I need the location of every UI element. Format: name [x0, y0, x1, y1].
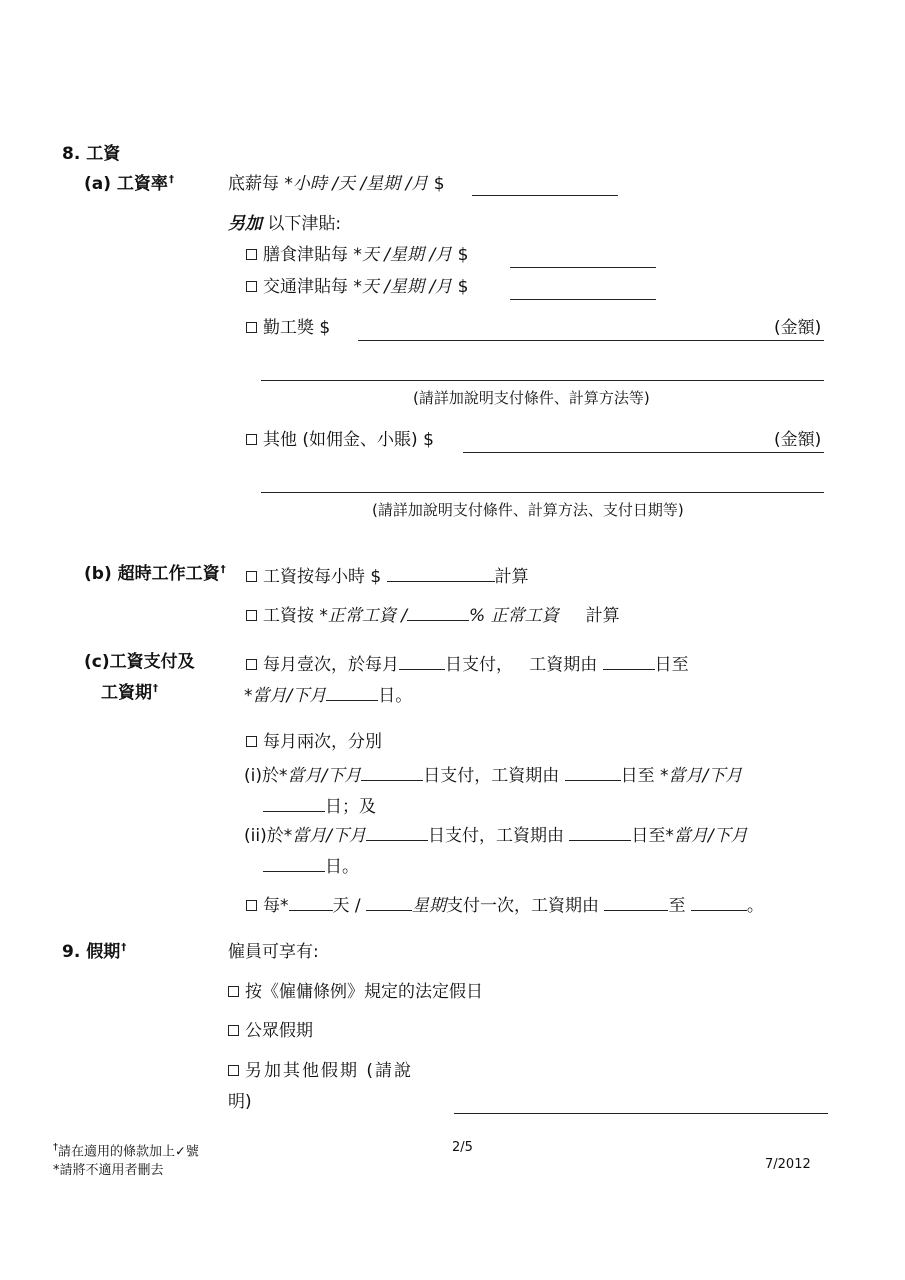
- second-pay-day-field[interactable]: [366, 823, 428, 841]
- payment-label-1: (c)工資支付及: [84, 652, 195, 672]
- overtime-hourly-label: 工資按每小時 $: [263, 567, 382, 587]
- entitled-text: 僱員可享有:: [228, 942, 319, 962]
- pay-day-field[interactable]: [399, 652, 445, 670]
- bonus-checkbox[interactable]: [246, 322, 257, 333]
- percent-normal-wage: % 正常工資: [469, 606, 559, 626]
- other-holidays-text: 另加其他假期 (請說: [245, 1061, 414, 1081]
- meal-allowance-line: [246, 245, 468, 266]
- bonus-amount-field[interactable]: [358, 340, 824, 341]
- month-option: *當月/下月: [279, 766, 362, 786]
- page-number: 2/5: [452, 1140, 473, 1155]
- bonus-label: 勤工獎 $: [263, 318, 331, 338]
- pay-day-text: 日支付，: [445, 655, 513, 675]
- overtime-hourly-line: [246, 564, 529, 588]
- first-payment-prefix: (i)於: [244, 766, 279, 786]
- every-prefix: 每*: [263, 896, 289, 916]
- overtime-percent-line: [246, 603, 620, 627]
- transport-allowance-field[interactable]: [510, 299, 656, 300]
- bonus-line: [246, 318, 330, 339]
- every-period-end-field[interactable]: [691, 893, 747, 911]
- monthly-once-line: [246, 652, 689, 676]
- every-day-text: 天 /: [332, 896, 367, 916]
- dollar-sign: $: [452, 245, 469, 265]
- other-holidays-field[interactable]: [454, 1113, 828, 1114]
- calc-label: 計算: [494, 567, 529, 587]
- dollar-sign: $: [428, 174, 445, 194]
- wage-period-text: 工資期由: [529, 655, 598, 675]
- twice-monthly-checkbox[interactable]: [246, 736, 257, 747]
- twice-monthly-line: [246, 732, 382, 753]
- section-9-text: 9. 假期: [62, 942, 121, 962]
- day-end-text: 日。: [378, 686, 413, 706]
- pay-day-range-text: 日支付，工資期由: [427, 826, 564, 846]
- extra-allowance-line: [228, 214, 341, 235]
- bonus-details-field[interactable]: [261, 380, 824, 381]
- month-option: *當月/下月: [283, 826, 366, 846]
- transport-units: *天 /星期 /月: [353, 277, 453, 297]
- dagger-footnote: [53, 1142, 199, 1161]
- monthly-once-line-2: [244, 683, 412, 707]
- monthly-once-text: 每月壹次，於每月: [263, 655, 399, 675]
- second-payment-line: [244, 823, 748, 847]
- public-holidays-line: [228, 1021, 313, 1042]
- day-to-text: 日至: [654, 655, 689, 675]
- other-holidays-checkbox[interactable]: [228, 1065, 239, 1076]
- meal-label: 膳食津貼每: [263, 245, 354, 265]
- dollar-sign: $: [452, 277, 469, 297]
- star-footnote: *請將不適用者刪去: [53, 1163, 164, 1178]
- month-option: *當月/下月: [244, 686, 327, 706]
- transport-allowance-line: [246, 277, 468, 298]
- overtime-hourly-checkbox[interactable]: [246, 571, 257, 582]
- overtime-label: [84, 564, 226, 585]
- every-weeks-field[interactable]: [366, 893, 412, 911]
- other-line: [246, 430, 434, 451]
- second-payment-line-2: [263, 854, 359, 878]
- extra-bold: 另加: [228, 214, 262, 234]
- normal-wage-option: *正常工資 /: [319, 606, 408, 626]
- every-period-start-field[interactable]: [604, 893, 668, 911]
- every-rest-text: 支付一次，工資期由: [446, 896, 600, 916]
- other-details-field[interactable]: [261, 492, 824, 493]
- month-option: *當月/下月: [665, 826, 748, 846]
- base-pay-units: *小時 /天 /星期 /月: [284, 174, 429, 194]
- amount-label: (金額): [774, 318, 822, 338]
- first-period-start-field[interactable]: [565, 763, 621, 781]
- first-end-text: 日；及: [325, 797, 376, 817]
- calc-label: 計算: [585, 606, 620, 626]
- overtime-percent-checkbox[interactable]: [246, 610, 257, 621]
- second-period-start-field[interactable]: [569, 823, 631, 841]
- to-text: 至: [668, 896, 686, 916]
- dagger-mark: †: [53, 1142, 58, 1153]
- base-pay-line: [228, 174, 445, 195]
- other-amount-field[interactable]: [463, 452, 824, 453]
- twice-monthly-text: 每月兩次，分別: [263, 732, 382, 752]
- statutory-holidays-text: 按《僱傭條例》規定的法定假日: [245, 982, 483, 1002]
- section-8-heading: 8. 工資: [62, 144, 121, 164]
- every-period-line: [246, 893, 764, 917]
- overtime-text: (b) 超時工作工資: [84, 564, 220, 584]
- dagger-mark: †: [121, 942, 127, 954]
- other-label: 其他 (如佣金、小賬) $: [263, 430, 434, 450]
- dagger-note-text: 請在適用的條款加上✓號: [58, 1144, 199, 1160]
- second-period-end-field[interactable]: [263, 854, 325, 872]
- base-pay-label: 底薪每: [228, 174, 285, 194]
- dagger-mark: †: [220, 564, 226, 576]
- transport-checkbox[interactable]: [246, 281, 257, 292]
- day-to-text: 日至: [620, 766, 661, 786]
- statutory-holidays-checkbox[interactable]: [228, 986, 239, 997]
- section-9-heading: [62, 942, 126, 963]
- every-days-field[interactable]: [289, 893, 333, 911]
- statutory-holidays-line: [228, 982, 483, 1003]
- extra-text: 以下津貼:: [262, 214, 342, 234]
- other-holidays-line: [228, 1061, 413, 1082]
- bonus-caption: (請詳加說明支付條件、計算方法等): [413, 389, 650, 407]
- second-end-text: 日。: [325, 857, 359, 877]
- period-start-field[interactable]: [603, 652, 655, 670]
- first-payment-line-2: [263, 794, 376, 818]
- amount-label: (金額): [774, 430, 822, 450]
- overtime-percent-label: 工資按: [263, 606, 320, 626]
- meal-allowance-field[interactable]: [510, 267, 656, 268]
- dagger-mark: †: [153, 683, 158, 695]
- payment-label-2-text: 工資期: [101, 683, 152, 703]
- transport-label: 交通津貼每: [263, 277, 354, 297]
- meal-units: *天 /星期 /月: [353, 245, 453, 265]
- period-end-field[interactable]: [326, 683, 378, 701]
- wage-rate-label: [84, 174, 174, 195]
- wage-rate-text: (a) 工資率: [84, 174, 168, 194]
- base-pay-field[interactable]: [472, 195, 618, 196]
- other-checkbox[interactable]: [246, 434, 257, 445]
- month-option: *當月/下月: [660, 766, 743, 786]
- first-period-end-field[interactable]: [263, 794, 325, 812]
- first-pay-day-field[interactable]: [361, 763, 423, 781]
- every-period-checkbox[interactable]: [246, 900, 257, 911]
- form-version: 7/2012: [765, 1157, 811, 1172]
- every-week-text: 星期: [412, 896, 447, 916]
- public-holidays-text: 公眾假期: [245, 1021, 313, 1041]
- period-end-mark: 。: [746, 896, 764, 916]
- second-payment-prefix: (ii)於: [244, 826, 284, 846]
- pay-day-range-text: 日支付，工資期由: [423, 766, 560, 786]
- meal-checkbox[interactable]: [246, 249, 257, 260]
- dagger-mark: †: [168, 174, 174, 186]
- overtime-percent-field[interactable]: [407, 603, 469, 621]
- first-payment-line: [244, 763, 742, 787]
- monthly-once-checkbox[interactable]: [246, 659, 257, 670]
- overtime-hourly-field[interactable]: [387, 564, 495, 582]
- other-caption: (請詳加說明支付條件、計算方法、支付日期等): [372, 501, 684, 519]
- day-to-text: 日至: [631, 826, 666, 846]
- other-holidays-text-2: 明): [228, 1092, 252, 1112]
- public-holidays-checkbox[interactable]: [228, 1025, 239, 1036]
- payment-label-2: [101, 683, 158, 704]
